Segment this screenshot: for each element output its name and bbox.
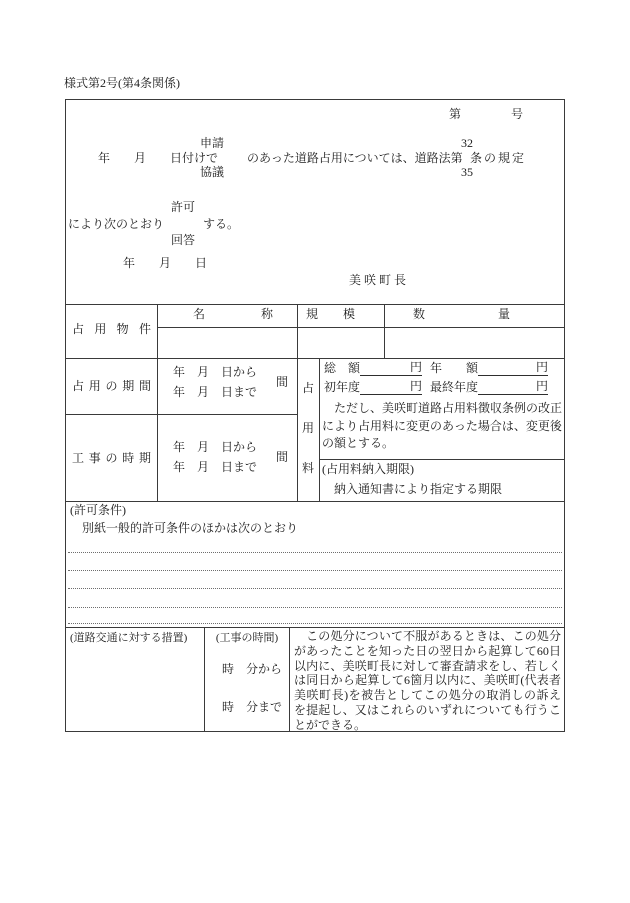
- grid-vline: [384, 304, 385, 358]
- grid-hline: [66, 304, 564, 305]
- intro-date-prefix: 年 月 日付けで: [98, 151, 219, 165]
- fee-annual-blank: 円: [478, 360, 548, 376]
- form-border: [65, 99, 565, 732]
- fee-first-year-label: 初年度: [324, 380, 361, 394]
- column-header-scale: 規 模: [306, 307, 355, 321]
- work-time-to: 時 分まで: [221, 700, 282, 714]
- fee-final-year-label: 最終年度: [430, 380, 479, 394]
- grid-vline: [319, 358, 320, 501]
- grid-vline: [204, 627, 205, 731]
- grid-hline: [319, 459, 564, 460]
- conditions-subtitle: 別紙一般的許可条件のほかは次のとおり: [82, 521, 299, 535]
- doc-number-suffix: 号: [510, 107, 523, 121]
- grid-hline: [66, 501, 564, 502]
- conditions-ruled-line: [68, 607, 562, 608]
- conditions-ruled-line: [68, 570, 562, 571]
- fee-total-blank: 円: [360, 360, 422, 376]
- traffic-measures-label: (道路交通に対する措置): [70, 632, 188, 644]
- article-number-bottom: 35: [461, 165, 473, 179]
- object-row-label: 占 用 物 件: [72, 322, 151, 336]
- grid-hline: [66, 414, 297, 415]
- doc-number-prefix: 第: [449, 107, 462, 121]
- issue-date-line: 年 月 日: [123, 256, 208, 270]
- intro-body-tail: 条の規定: [470, 151, 527, 165]
- conditions-ruled-line: [68, 623, 562, 624]
- result-head: により次のとおり: [68, 217, 165, 231]
- fee-total-label: 総 額: [324, 361, 361, 375]
- construction-date-from: 年 月 日から: [173, 440, 258, 454]
- intro-body: のあった道路占用については、道路法第: [247, 151, 463, 165]
- work-time-from: 時 分から: [221, 662, 282, 676]
- alt-consult-label: 協議: [200, 165, 225, 179]
- column-header-quantity: 数 量: [413, 307, 510, 321]
- appeal-notice-text: この処分について不服があるときは、この処分があったことを知った日の翌日から起算して60日以内に、美咲町長に対して審査請求をし、若しくは同日から起算して6箇月以内に、美咲町(代表者美咲町長)を被告としてこの処分の取消しの訴えを提起し、又はこれらのいずれについても行うことができる。: [294, 629, 561, 732]
- alt-apply-label: 申請: [200, 136, 225, 150]
- conditions-ruled-line: [68, 552, 562, 553]
- fee-deadline-text: 納入通知書により指定する期限: [334, 482, 503, 496]
- construction-interval-suffix: 間: [276, 450, 289, 464]
- fee-vertical-label: 占 用 料: [301, 381, 314, 475]
- occupancy-date-to: 年 月 日まで: [173, 385, 258, 399]
- grid-vline: [157, 304, 158, 501]
- fee-revision-note: ただし、美咲町道路占用料徴収条例の改正により占用料に変更のあった場合は、変更後の額とする。: [322, 401, 563, 450]
- fee-annual-label: 年 額: [430, 361, 479, 375]
- construction-period-label: 工 事 の 時 期: [72, 451, 151, 465]
- fee-line-total: [324, 360, 548, 376]
- form-code: 様式第2号(第4条関係): [64, 76, 180, 90]
- grid-hline: [66, 358, 564, 359]
- occupancy-period-label: 占 用 の 期 間: [72, 379, 151, 393]
- result-tail: する。: [203, 217, 240, 231]
- issuer-name: 美咲町長: [349, 273, 410, 287]
- doc-number-line: [449, 107, 523, 122]
- occupancy-interval-suffix: 間: [276, 375, 289, 389]
- construction-date-to: 年 月 日まで: [173, 460, 258, 474]
- fee-line-years: [324, 379, 548, 395]
- grid-hline: [157, 327, 564, 328]
- conditions-ruled-line: [68, 588, 562, 589]
- conditions-title: (許可条件): [70, 503, 126, 517]
- alt-permit-label: 許可: [171, 200, 196, 214]
- fee-final-year-blank: 円: [478, 379, 548, 395]
- fee-deadline-title: (占用料納入期限): [322, 462, 414, 476]
- work-time-label: (工事の時間): [215, 632, 279, 644]
- fee-first-year-blank: 円: [360, 379, 422, 395]
- grid-hline: [66, 627, 564, 628]
- article-number-top: 32: [461, 136, 473, 150]
- alt-reply-label: 回答: [171, 233, 196, 247]
- grid-vline: [289, 627, 290, 731]
- occupancy-date-from: 年 月 日から: [173, 365, 258, 379]
- column-header-name: 名 称: [193, 307, 273, 321]
